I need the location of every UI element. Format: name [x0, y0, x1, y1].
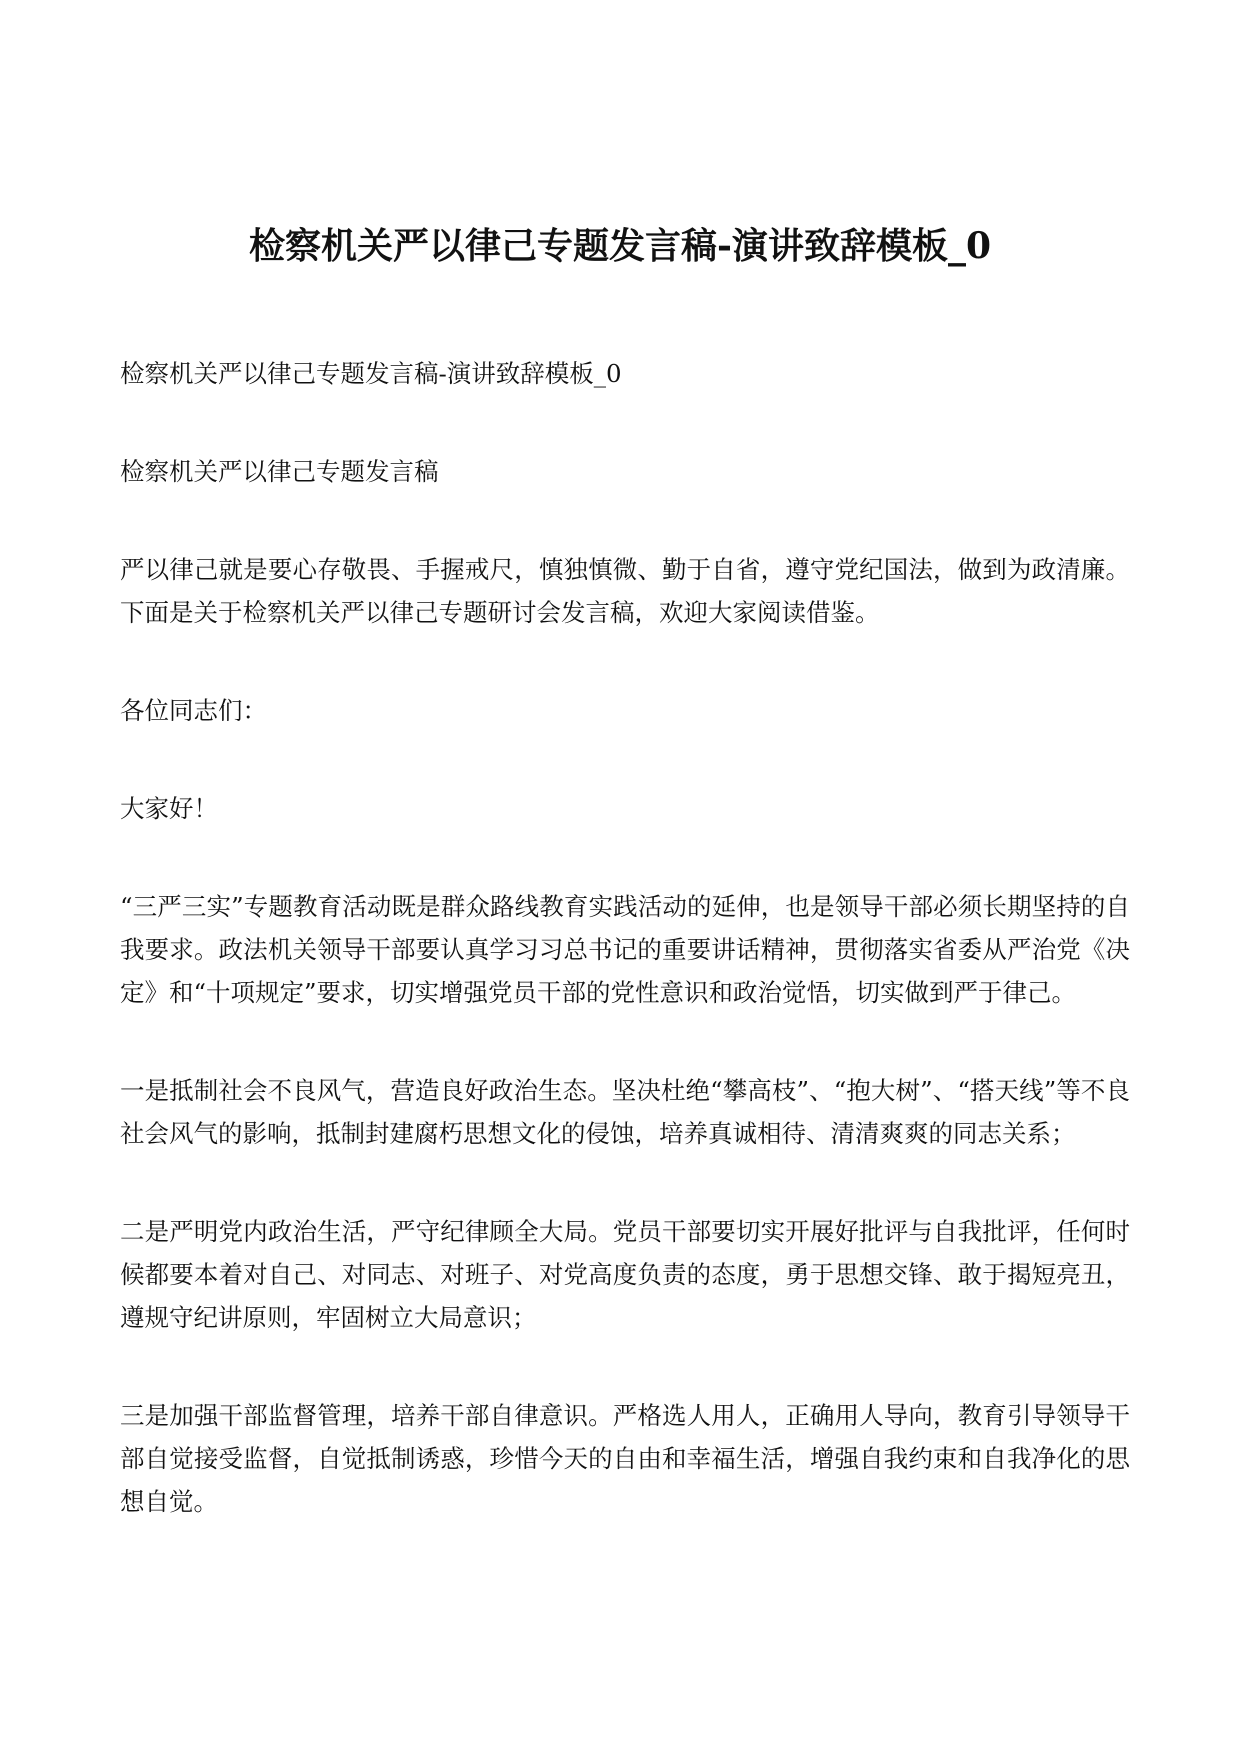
body-paragraph-point-three: 三是加强干部监督管理，培养干部自律意识。严格选人用人，正确用人导向，教育引导领导干部自觉接受监督，自觉抵制诱惑，珍惜今天的自由和幸福生活，增强自我约束和自我净化的思想自觉。 [120, 1401, 1130, 1516]
document-body [120, 352, 1130, 1578]
body-paragraph-point-two: 二是严明党内政治生活，严守纪律顾全大局。党员干部要切实开展好批评与自我批评，任何时候都要本着对自己、对同志、对班子、对党高度负责的态度，勇于思想交锋、敢于揭短亮丑，遵规守纪讲原则，牢固树立大局意识； [120, 1217, 1130, 1332]
salutation: 各位同志们： [120, 696, 267, 725]
body-paragraph-point-one: 一是抵制社会不良风气，营造良好政治生态。坚决杜绝“攀高枝”、“抱大树”、“搭天线”等不良社会风气的影响，抵制封建腐朽思想文化的侵蚀，培养真诚相待、清清爽爽的同志关系； [120, 1076, 1130, 1148]
speech-heading: 检察机关严以律己专题发言稿 [120, 457, 439, 486]
document-title: 检察机关严以律己专题发言稿-演讲致辞模板_0 [249, 225, 991, 267]
body-paragraph-background: “三严三实”专题教育活动既是群众路线教育实践活动的延伸，也是领导干部必须长期坚持的自我要求。政法机关领导干部要认真学习习总书记的重要讲话精神，贯彻落实省委从严治党《决定》和“十项规定”要求，切实增强党员干部的党性意识和政治觉悟，切实做到严于律己。 [120, 892, 1130, 1007]
greeting: 大家好！ [120, 794, 218, 823]
subtitle-line: 检察机关严以律己专题发言稿-演讲致辞模板_0 [120, 359, 622, 388]
intro-paragraph: 严以律己就是要心存敬畏、手握戒尺，慎独慎微、勤于自省，遵守党纪国法，做到为政清廉。下面是关于检察机关严以律己专题研讨会发言稿，欢迎大家阅读借鉴。 [120, 555, 1130, 627]
